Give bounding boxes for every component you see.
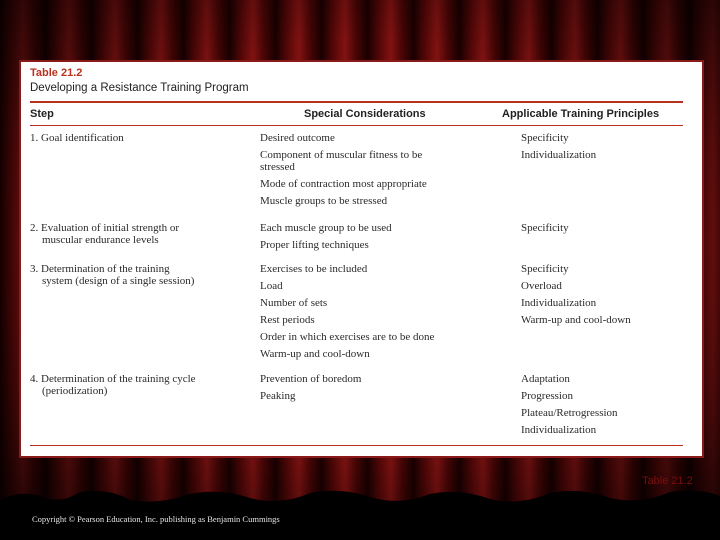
bottom-rule xyxy=(30,445,683,446)
slide-caption: Table 21.2 xyxy=(642,475,693,487)
copyright-notice: Copyright © Pearson Education, Inc. publishing as Benjamin Cummings xyxy=(32,514,280,524)
row-3-principles: Specificity Overload Individualization Warm-up and cool-down xyxy=(521,263,631,326)
row-2-considerations: Each muscle group to be used Proper lifting techniques xyxy=(260,222,392,251)
header-considerations: Special Considerations xyxy=(304,108,426,120)
row-4-considerations: Prevention of boredom Peaking xyxy=(260,373,362,402)
row-1-step: 1. Goal identification xyxy=(30,132,124,144)
header-principles: Applicable Training Principles xyxy=(502,108,660,120)
row-4-step: 4. Determination of the training cycle (periodization) xyxy=(30,373,196,397)
row-4-principles: Adaptation Progression Plateau/Retrogression Individualization xyxy=(521,373,618,436)
header-rule xyxy=(30,125,683,126)
table-title: Developing a Resistance Training Program xyxy=(30,82,249,94)
row-3-step: 3. Determination of the training system (design of a single session) xyxy=(30,263,195,287)
row-2-step: 2. Evaluation of initial strength or muscular endurance levels xyxy=(30,222,180,246)
row-1-considerations: Desired outcome Component of muscular fitness to be stressed Mode of contraction most appropriate Muscle groups to be stressed xyxy=(260,132,427,207)
top-rule xyxy=(30,101,683,103)
header-step: Step xyxy=(30,108,54,120)
table-card xyxy=(19,60,704,458)
row-2-principles: Specificity xyxy=(521,222,569,234)
row-1-principles: Specificity Individualization xyxy=(521,132,597,161)
row-3-considerations: Exercises to be included Load Number of sets Rest periods Order in which exercises are to be done Warm-up and cool-down xyxy=(260,263,435,360)
table-number: Table 21.2 xyxy=(30,67,83,79)
